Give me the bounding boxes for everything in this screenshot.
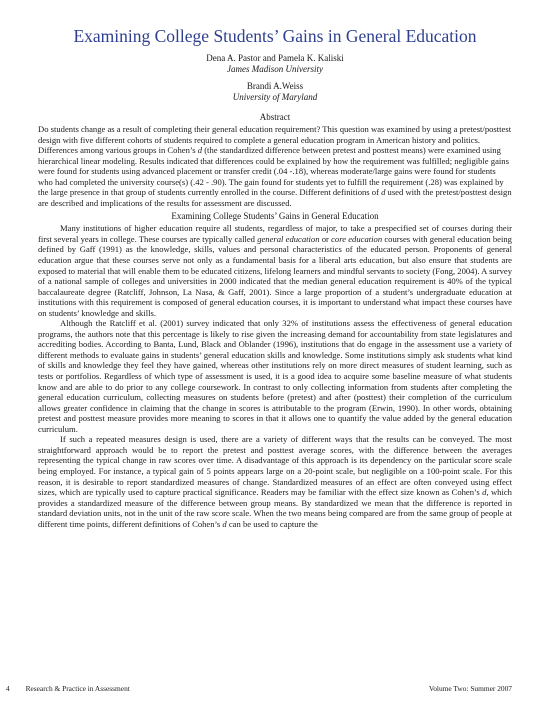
page-number: 4 <box>6 684 10 693</box>
article-title: Examining College Students’ Gains in General Education <box>73 26 477 46</box>
body-paragraph-2: Although the Ratcliff et al. (2001) survey indicated that only 32% of institutions assess the effectiveness of general education programs, the authors note that this percentage is likely to rise given the increasing demand for accountability from state legislatures and accrediting bodies. According to Banta, Lund, Black and Oblander (1996), institutions that do engage in the assessment use a variety of different methods to evaluate gains in students’ general education skills and knowledge. Some institutions simply ask students what kind of skills and knowledge they feel they have gained, whereas other institutions rely on more direct measures of student learning, such as tests or portfolios. Regardless of which type of assessment is used, it is a good idea to acquire some baseline measure of what students know and are able to do prior to any college coursework. In contrast to only collecting information from students after completing the general education curriculum, collecting measures on students before (pretest) and after (posttest) their completion of the curriculum allows greater confidence in claiming that the change in scores is attributable to the program (Erwin, 1990). In other words, obtaining pretest and posttest measure provides more meaning to scores in that it allows one to quantify the value added by the general education curriculum. <box>38 318 512 434</box>
affiliation-1: James Madison University <box>227 64 323 74</box>
abstract-text: Do students change as a result of completing their general education requirement? This question was examined by using a pretest/posttest design with five different cohorts of students required to complete a general education program in American history and politics. Differences among various groups in Cohen’s d (the standardized difference between pretest and posttest means) were examined using hierarchical linear modeling. Results indicated that differences could be explained by how the requirement was fulfilled; negligible gains were found for students using advanced placement or transfer credit (.04 -.18), whereas moderate/large gains were found for students who had completed the university course(s) (.42 - .90). The gain found for students yet to fulfill the requirement (.28) was explained by the large presence in that group of students currently enrolled in the course. Different definitions of d used with the pretest/posttest design are described and implications of the results for assessment are discussed. <box>38 124 512 208</box>
abstract-heading: Abstract <box>259 112 291 122</box>
page-footer <box>6 684 512 693</box>
author-line-2: Brandi A.Weiss <box>246 81 304 91</box>
body-paragraph-3: If such a repeated measures design is used, there are a variety of different ways that the results can be conveyed. The most straightforward approach would be to report the pretest and posttest average scores, with the difference between the averages representing the typical change in raw scores over time. A disadvantage of this approach is its dependency on the particular score scale being employed. For instance, a typical gain of 5 points appears large on a 20-point scale, but negligible on a 100-point scale. For this reason, it is desirable to report standardized measures of change. Standardized measures of an effect are often conveyed using effect sizes, which are typically used to capture practical significance. Readers may be familiar with the effect size known as Cohen’s d, which provides a standardized measure of the difference between group means. By standardized we mean that the difference is reported in standard deviation units, not in the unit of the raw score scale. When the two means being compared are from the same group of people at different time points, different definitions of Cohen’s d can be used to capture the <box>38 434 512 529</box>
body-paragraph-1: Many institutions of higher education require all students, regardless of major, to take a prespecified set of courses during their first several years in college. These courses are typically called general education or core education courses with general education being defined by Gaff (1991) as the knowledge, skills, values and personal characteristics of the educated person. Proponents of general education argue that these courses serve not only as a fundamental basis for a liberal arts education, but also ensure that students are exposed to material that will enable them to be educated citizens, lifelong learners and mindful servants to society (Fong, 2004). A survey of a national sample of colleges and universities in 2000 indicated that the median general education requirement is 40% of the typical baccalaureate degree (Ratcliff, Johnson, La Nasa, & Gaff, 2001). Since a large proportion of a student’s undergraduate education at institutions with this requirement is composed of general education courses, it is important to understand what impact these courses have on students’ knowledge and skills. <box>38 223 512 318</box>
volume-info: Volume Two: Summer 2007 <box>428 684 512 693</box>
journal-name: Research & Practice in Assessment <box>25 684 130 693</box>
affiliation-2: University of Maryland <box>232 92 318 102</box>
section-heading: Examining College Students’ Gains in General Education <box>171 211 379 222</box>
author-line-1: Dena A. Pastor and Pamela K. Kaliski <box>206 53 344 63</box>
